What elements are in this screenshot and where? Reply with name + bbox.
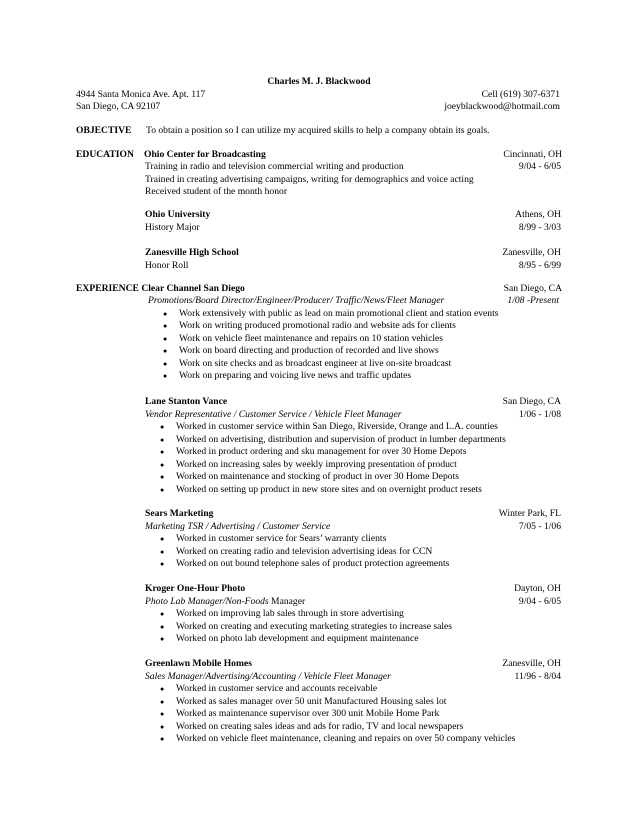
job-title: Photo Lab Manager/Non-Foods [145, 595, 269, 607]
list-item: ● Worked on vehicle fleet maintenance, cleaning and repairs on over 50 company vehicles [145, 733, 561, 746]
list-item: ● Worked in product ordering and sku management for over 30 Home Depots [145, 446, 561, 459]
job-title: Sales Manager/Advertising/Accounting / Vehicle Fleet Manager [145, 670, 391, 682]
list-item: ● Worked as maintenance supervisor over 300 unit Mobile Home Park [145, 708, 561, 721]
objective-text: To obtain a position so I can utilize my acquired skills to help a company obtain its goals. [146, 125, 490, 136]
education-label: EDUCATION [76, 149, 134, 160]
school-location: Athens, OH [515, 209, 561, 220]
job-location: San Diego, CA [503, 283, 562, 294]
job-bullets [145, 683, 561, 746]
school-detail-line: Trained in creating advertising campaigns, writing for demographics and voice acting [145, 173, 474, 185]
school-detail-line: History Major [145, 221, 200, 233]
job-bullets [145, 308, 561, 383]
list-item: ● Worked in customer service for Sears’ warranty clients [145, 533, 561, 546]
email: joeyblackwood@hotmail.com [444, 101, 560, 112]
job-entry [145, 658, 561, 746]
contact-line-1 [76, 89, 560, 102]
list-item: ● Worked on creating sales ideas and ads for radio, TV and local newspapers [145, 721, 561, 734]
school-dates: 8/95 - 6/99 [518, 259, 561, 271]
list-item: ● Work on board directing and production of recorded and live shows [148, 345, 561, 358]
list-item: ● Worked on increasing sales by weekly improving presentation of product [145, 459, 561, 472]
list-item: ● Worked on photo lab development and equipment maintenance [145, 633, 561, 646]
job-entry [145, 396, 561, 496]
job-dates: 1/08 -Present [507, 295, 559, 306]
job-entry [145, 508, 561, 571]
list-item: ● Worked in customer service and accounts receivable [145, 683, 561, 696]
address-line-2: San Diego, CA 92107 [76, 101, 161, 112]
job-location: Dayton, OH [514, 583, 561, 594]
job-dates: 1/06 - 1/08 [518, 408, 561, 420]
job-bullets [145, 608, 561, 646]
job-title: Marketing TSR / Advertising / Customer Service [145, 520, 331, 532]
job-entry [145, 295, 561, 383]
school-entry [145, 247, 561, 272]
list-item: ● Worked on improving lab sales through in store advertising [145, 608, 561, 621]
list-item: ● Worked in customer service within San Diego, Riverside, Orange and L.A. counties [145, 421, 561, 434]
school-detail-line: Honor Roll [145, 259, 189, 271]
list-item: ● Worked on advertising, distribution and supervision of product in lumber departments [145, 434, 561, 447]
list-item: ● Worked on creating radio and television advertising ideas for CCN [145, 546, 561, 559]
candidate-name: Charles M. J. Blackwood [267, 76, 371, 87]
list-item: ● Work on site checks and as broadcast engineer at live on-site broadcast [148, 358, 561, 371]
experience-label: EXPERIENCE [76, 283, 139, 294]
job-dates: 7/05 - 1/06 [518, 520, 561, 532]
list-item: ● Work on writing produced promotional radio and website ads for clients [148, 320, 561, 333]
school-detail-line: Received student of the month honor [145, 186, 288, 197]
objective-section [76, 125, 562, 138]
school-entry [145, 209, 561, 234]
contact-line-2 [76, 101, 560, 114]
address-line-1: 4944 Santa Monica Ave. Apt. 117 [76, 89, 206, 100]
experience-section [76, 283, 562, 296]
job-title: Vendor Representative / Customer Service / Vehicle Fleet Manager [145, 408, 402, 420]
school-details [145, 161, 561, 199]
job-location: San Diego, CA [502, 396, 561, 407]
list-item: ● Work extensively with public as lead on main promotional client and station events [148, 308, 561, 321]
school-name: Zanesville High School [145, 247, 239, 258]
list-item: ● Work on preparing and voicing live news and traffic updates [148, 370, 561, 383]
company-name: Kroger One-Hour Photo [145, 583, 246, 594]
school-dates: 8/99 - 3/03 [518, 221, 561, 233]
job-bullets [145, 421, 561, 496]
school-name: Ohio University [145, 209, 211, 220]
job-title-suffix: Manager [268, 595, 306, 607]
company-name: Lane Stanton Vance [145, 396, 228, 407]
job-location: Winter Park, FL [498, 508, 561, 519]
school-dates: 9/04 - 6/05 [518, 161, 561, 172]
job-dates: 11/96 - 8/04 [514, 670, 561, 682]
company-name: Sears Marketing [145, 508, 214, 519]
list-item: ● Worked on setting up product in new store sites and on overnight product resets [145, 484, 561, 497]
job-title: Promotions/Board Director/Engineer/Producer/ Traffic/News/Fleet Manager [148, 295, 445, 306]
phone: Cell (619) 307-6371 [481, 89, 560, 100]
list-item: ● Worked on creating and executing marketing strategies to increase sales [145, 621, 561, 634]
job-location: Zanesville, OH [502, 658, 561, 669]
school-location: Cincinnati, OH [503, 149, 562, 160]
education-section [76, 149, 562, 162]
list-item: ● Work on vehicle fleet maintenance and repairs on 10 station vehicles [148, 333, 561, 346]
school-name: Ohio Center for Broadcasting [144, 149, 266, 160]
school-location: Zanesville, OH [502, 247, 561, 258]
job-entry [145, 583, 561, 646]
school-detail-line: Training in radio and television commercial writing and production [145, 161, 404, 172]
objective-label: OBJECTIVE [76, 125, 132, 136]
company-name: Clear Channel San Diego [141, 283, 245, 294]
list-item: ● Worked as sales manager over 50 unit Manufactured Housing sales lot [145, 696, 561, 709]
job-bullets [145, 533, 561, 571]
job-dates: 9/04 - 6/05 [518, 595, 561, 607]
list-item: ● Worked on maintenance and stocking of product in over 30 Home Depots [145, 471, 561, 484]
list-item: ● Worked on out bound telephone sales of product protection agreements [145, 558, 561, 571]
company-name: Greenlawn Mobile Homes [145, 658, 252, 669]
